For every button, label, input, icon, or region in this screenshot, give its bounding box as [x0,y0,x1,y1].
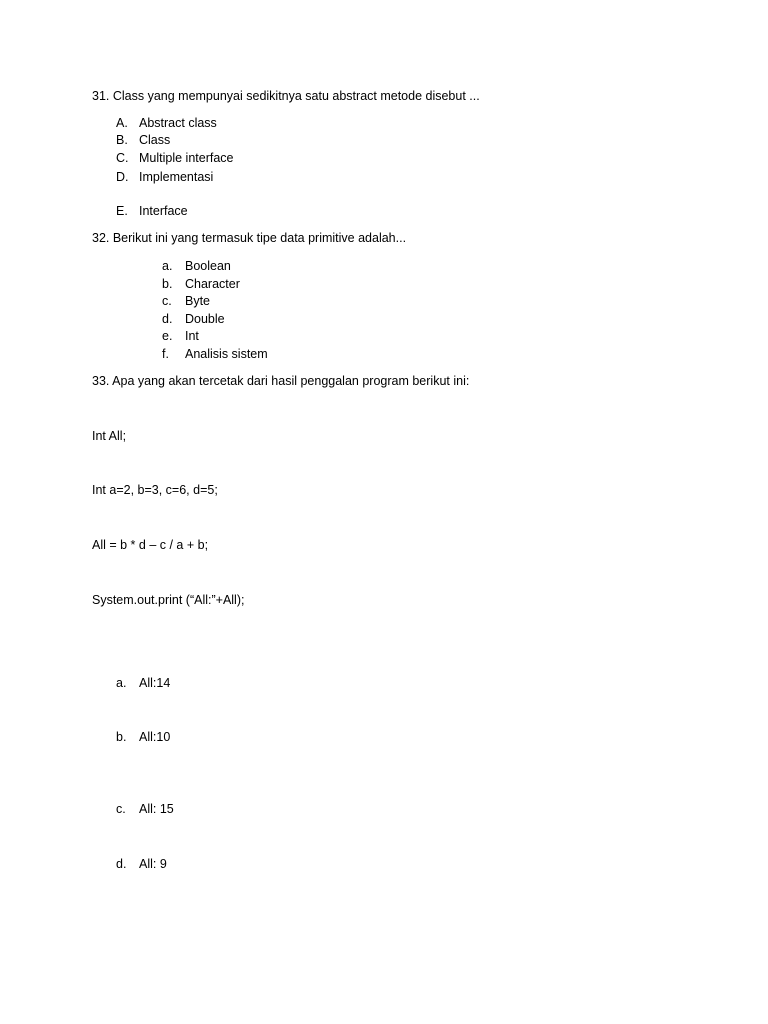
question-32-text: 32. Berikut ini yang termasuk tipe data primitive adalah... [92,231,407,245]
q32-option-f-text: Analisis sistem [185,347,268,361]
q33-option-c-text: All: 15 [139,802,174,816]
q32-option-b-text: Character [185,277,240,291]
code-line-4: System.out.print (“All:”+All); [92,593,245,607]
q32-option-b-letter: b. [162,277,173,291]
q31-option-b-text: Class [139,133,171,147]
q32-option-c-text: Byte [185,294,211,308]
question-31-text: 31. Class yang mempunyai sedikitnya satu abstract metode disebut ... [92,89,480,103]
q31-option-e-text: Interface [139,204,188,218]
code-line-1: Int All; [92,429,127,443]
q32-option-a-text: Boolean [185,259,231,273]
q31-option-d-text: Implementasi [139,170,214,184]
q33-option-a-letter: a. [116,676,127,690]
q33-option-a-text: All:14 [139,676,171,690]
q31-option-a-letter: A. [116,116,128,130]
q32-option-d-letter: d. [162,312,173,326]
q32-option-f-letter: f. [162,347,169,361]
code-line-3: All = b * d – c / a + b; [92,538,209,552]
q32-option-e-text: Int [185,329,199,343]
q32-option-e-letter: e. [162,329,173,343]
q31-option-c-text: Multiple interface [139,151,234,165]
code-line-2: Int a=2, b=3, c=6, d=5; [92,483,218,497]
q31-option-c-letter: C. [116,151,129,165]
q33-option-b-text: All:10 [139,730,171,744]
q32-option-a-letter: a. [162,259,173,273]
q31-option-d-letter: D. [116,170,129,184]
q31-option-a-text: Abstract class [139,116,217,130]
q33-option-d-letter: d. [116,857,127,871]
q33-option-d-text: All: 9 [139,857,167,871]
q32-option-c-letter: c. [162,294,172,308]
question-33-text: 33. Apa yang akan tercetak dari hasil penggalan program berikut ini: [92,374,470,388]
q31-option-b-letter: B. [116,133,128,147]
q33-option-b-letter: b. [116,730,127,744]
q31-option-e-letter: E. [116,204,128,218]
q33-option-c-letter: c. [116,802,126,816]
q32-option-d-text: Double [185,312,225,326]
